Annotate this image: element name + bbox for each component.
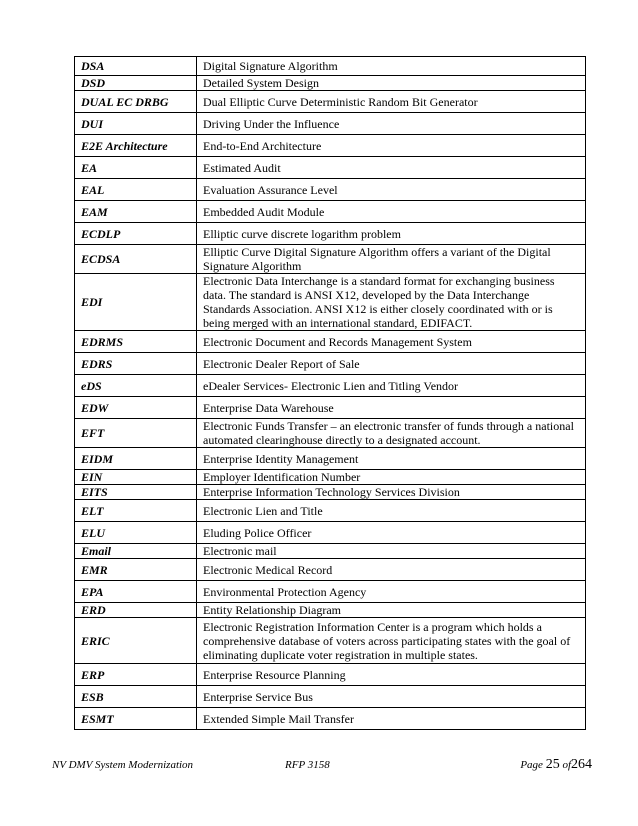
table-row: [75, 500, 586, 522]
acronym-definition-cell: End-to-End Architecture: [197, 135, 586, 157]
acronym-term-cell: EAM: [75, 201, 197, 223]
acronym-term-cell: DSD: [75, 76, 197, 91]
acronym-definition-cell: Embedded Audit Module: [197, 201, 586, 223]
acronym-definition-cell: Eluding Police Officer: [197, 522, 586, 544]
acronym-term-cell: EIDM: [75, 448, 197, 470]
footer-of-label: of: [562, 759, 571, 771]
acronym-term-cell: EDRMS: [75, 331, 197, 353]
acronym-term-cell: ERP: [75, 664, 197, 686]
table-row: [75, 470, 586, 485]
acronym-term-cell: EDW: [75, 397, 197, 419]
acronym-definition-cell: eDealer Services- Electronic Lien and Titling Vendor: [197, 375, 586, 397]
table-row: [75, 76, 586, 91]
footer-document-title: NV DMV System Modernization: [52, 759, 194, 771]
acronym-definition-cell: Digital Signature Algorithm: [197, 57, 586, 76]
table-row: [75, 135, 586, 157]
table-row: [75, 448, 586, 470]
footer-page-number: 25: [545, 757, 560, 772]
footer-total-pages: 264: [571, 757, 592, 772]
acronym-definition-cell: Dual Elliptic Curve Deterministic Random Bit Generator: [197, 91, 586, 113]
acronym-term-cell: E2E Architecture: [75, 135, 197, 157]
acronym-definition-cell: Enterprise Service Bus: [197, 686, 586, 708]
acronym-term-cell: ELU: [75, 522, 197, 544]
acronym-term-cell: DUAL EC DRBG: [75, 91, 197, 113]
acronym-definition-cell: Electronic Document and Records Management System: [197, 331, 586, 353]
page-footer: [52, 757, 592, 775]
acronym-definition-cell: Enterprise Data Warehouse: [197, 397, 586, 419]
table-row: [75, 157, 586, 179]
footer-rfp-number: RFP 3158: [285, 759, 330, 771]
acronym-table-body: [75, 57, 586, 730]
table-row: [75, 686, 586, 708]
acronym-definition-cell: Detailed System Design: [197, 76, 586, 91]
acronym-term-cell: ESMT: [75, 708, 197, 730]
acronym-definition-cell: Employer Identification Number: [197, 470, 586, 485]
acronym-term-cell: EFT: [75, 419, 197, 448]
table-row: [75, 522, 586, 544]
acronym-definition-cell: Extended Simple Mail Transfer: [197, 708, 586, 730]
acronym-definition-cell: Electronic mail: [197, 544, 586, 559]
table-row: [75, 201, 586, 223]
acronym-definition-cell: Driving Under the Influence: [197, 113, 586, 135]
acronym-definition-cell: Electronic Registration Information Center is a program which holds a comprehensive database of voters across participating states with the goal of eliminating duplicate voter registration in multiple states.: [197, 618, 586, 664]
acronym-definition-cell: Electronic Funds Transfer – an electronic transfer of funds through a national automated clearinghouse directly to a designated account.: [197, 419, 586, 448]
acronym-term-cell: EDI: [75, 274, 197, 331]
table-row: [75, 223, 586, 245]
table-row: [75, 544, 586, 559]
table-row: [75, 708, 586, 730]
table-row: [75, 179, 586, 201]
acronym-term-cell: EAL: [75, 179, 197, 201]
acronym-definition-cell: Entity Relationship Diagram: [197, 603, 586, 618]
acronym-term-cell: ECDSA: [75, 245, 197, 274]
acronym-definition-cell: Enterprise Resource Planning: [197, 664, 586, 686]
table-row: [75, 57, 586, 76]
acronym-definition-cell: Elliptic curve discrete logarithm problem: [197, 223, 586, 245]
acronym-term-cell: DUI: [75, 113, 197, 135]
table-row: [75, 353, 586, 375]
acronym-definition-cell: Elliptic Curve Digital Signature Algorithm offers a variant of the Digital Signature Algorithm: [197, 245, 586, 274]
table-row: [75, 113, 586, 135]
acronym-definition-cell: Enterprise Identity Management: [197, 448, 586, 470]
acronym-term-cell: EITS: [75, 485, 197, 500]
table-row: [75, 603, 586, 618]
acronym-definition-cell: Electronic Medical Record: [197, 559, 586, 581]
acronym-term-cell: EIN: [75, 470, 197, 485]
table-row: [75, 245, 586, 274]
table-row: [75, 397, 586, 419]
table-row: [75, 91, 586, 113]
table-row: [75, 664, 586, 686]
table-row: [75, 559, 586, 581]
acronym-table: [74, 56, 586, 730]
table-row: [75, 485, 586, 500]
acronym-term-cell: ECDLP: [75, 223, 197, 245]
acronym-definition-cell: Electronic Dealer Report of Sale: [197, 353, 586, 375]
acronym-term-cell: ESB: [75, 686, 197, 708]
table-row: [75, 581, 586, 603]
footer-page-info: [520, 757, 592, 773]
acronym-definition-cell: Environmental Protection Agency: [197, 581, 586, 603]
table-row: [75, 331, 586, 353]
table-row: [75, 618, 586, 664]
acronym-definition-cell: Electronic Data Interchange is a standard format for exchanging business data. The standard is ANSI X12, developed by the Data Interchange Standards Association. ANSI X12 is either closely coordinated with or is being merged with an international standard, EDIFACT.: [197, 274, 586, 331]
acronym-definition-cell: Evaluation Assurance Level: [197, 179, 586, 201]
acronym-definition-cell: Estimated Audit: [197, 157, 586, 179]
acronym-term-cell: EA: [75, 157, 197, 179]
footer-page-label: Page: [520, 759, 543, 771]
acronym-term-cell: EPA: [75, 581, 197, 603]
acronym-term-cell: EMR: [75, 559, 197, 581]
acronym-term-cell: DSA: [75, 57, 197, 76]
acronym-term-cell: ERD: [75, 603, 197, 618]
table-row: [75, 419, 586, 448]
acronym-definition-cell: Electronic Lien and Title: [197, 500, 586, 522]
acronym-term-cell: ERIC: [75, 618, 197, 664]
table-row: [75, 274, 586, 331]
acronym-term-cell: ELT: [75, 500, 197, 522]
acronym-term-cell: eDS: [75, 375, 197, 397]
table-row: [75, 375, 586, 397]
acronym-term-cell: EDRS: [75, 353, 197, 375]
acronym-definition-cell: Enterprise Information Technology Services Division: [197, 485, 586, 500]
acronym-term-cell: Email: [75, 544, 197, 559]
